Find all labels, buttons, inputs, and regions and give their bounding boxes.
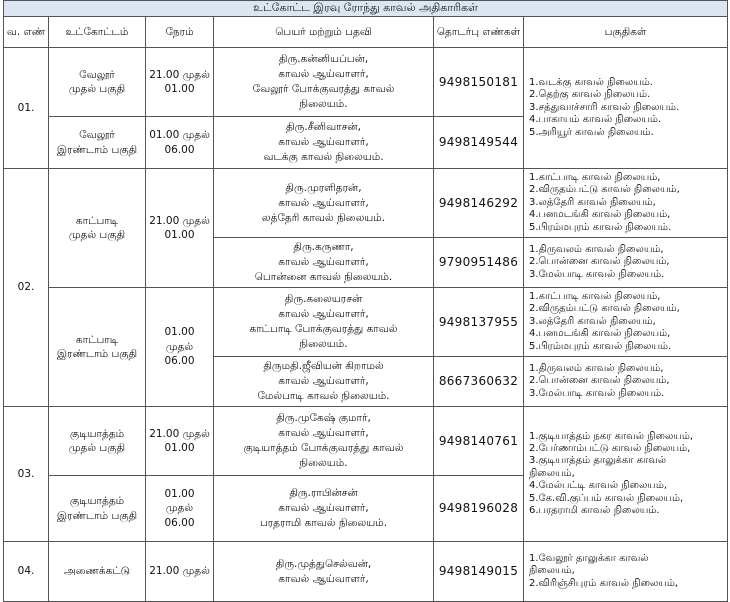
time-cell: 21.00 முதல் [146, 542, 214, 602]
time-cell: 21.00 முதல் 01.00 [146, 48, 214, 117]
time-cell: 01.00 முதல் 06.00 [146, 288, 214, 407]
time-cell: 21.00 முதல் 01.00 [146, 407, 214, 476]
areas-cell: 1.வடக்கு காவல் நிலையம். 2.தெற்கு காவல் நிலையம். 3.சத்துவாச்சாரி காவல் நிலையம். 4.பாகாயம் காவல் நிலையம். 5.அரியூர் காவல் நிலையம். [524, 48, 728, 169]
officer-cell: திரு.கலையரசன் காவல் ஆய்வாளர், காட்பாடி போக்குவரத்து காவல் நிலையம். [214, 288, 434, 357]
table-row [4, 169, 728, 238]
officer-cell: திருமதி.ஜீவியன் கிறாமல் காவல் ஆய்வாளர், மேல்பாடி காவல் நிலையம். [214, 357, 434, 407]
table-row [4, 407, 728, 476]
header-phone: தொடர்பு எண்கள் [434, 17, 524, 48]
officer-cell: திரு.முகேஷ் குமார், காவல் ஆய்வாளர், குடியாத்தம் போக்குவரத்து காவல் நிலையம். [214, 407, 434, 476]
phone-number: 9498140761 [434, 407, 524, 476]
phone-number: 9498196028 [434, 476, 524, 542]
patrol-officers-table [3, 0, 728, 602]
table-row [4, 542, 728, 602]
officer-cell: திரு.கன்னியப்பன், காவல் ஆய்வாளர், வேலூர் போக்குவரத்து காவல் நிலையம். [214, 48, 434, 117]
header-areas: பகுதிகள் [524, 17, 728, 48]
areas-cell: 1.திருவலம் காவல் நிலையம், 2.பொன்னை காவல் நிலையம், 3.மேல்பாடி காவல் நிலையம். [524, 357, 728, 407]
subdivision-cell: குடியாத்தம் முதல் பகுதி [49, 407, 146, 476]
phone-number: 8667360632 [434, 357, 524, 407]
serial-number: 02. [4, 169, 49, 407]
officer-cell: திரு.கருணா, காவல் ஆய்வாளர், பொன்னை காவல் நிலையம். [214, 238, 434, 288]
officer-cell: திரு.முரளிதரன், காவல் ஆய்வாளர், லத்தேரி காவல் நிலையம். [214, 169, 434, 238]
serial-number: 04. [4, 542, 49, 602]
time-cell: 01.00 முதல் 06.00 [146, 476, 214, 542]
header-time: நேரம் [146, 17, 214, 48]
areas-cell: 1.திருவலம் காவல் நிலையம், 2.பொன்னை காவல் நிலையம், 3.மேல்பாடி காவல் நிலையம். [524, 238, 728, 288]
table-title: உட்கோட்ட இரவு ரோந்து காவல் அதிகாரிகள் [4, 1, 728, 17]
subdivision-cell: காட்பாடி இரண்டாம் பகுதி [49, 288, 146, 407]
subdivision-cell: அணைக்கட்டு [49, 542, 146, 602]
subdivision-cell: காட்பாடி முதல் பகுதி [49, 169, 146, 288]
areas-cell: 1.குடியாத்தம் நகர காவல் நிலையம், 2.பேர்ணாம்பட்டு காவல் நிலையம், 3.குடியாத்தம் தாலுக்கா காவல் நிலையம், 4.மேல்பட்டி காவல் நிலையம், 5.கே.வி.குப்பம் காவல் நிலையம், 6.பரதராமி காவல் நிலையம். [524, 407, 728, 542]
serial-number: 01. [4, 48, 49, 169]
table-row [4, 48, 728, 117]
areas-cell: 1.காட்பாடி காவல் நிலையம், 2.விருதம்பட்டு காவல் நிலையம், 3.லத்தேரி காவல் நிலையம், 4.பனமடங்கி காவல் நிலையம், 5.பிரம்மபுரம் காவல் நிலையம். [524, 288, 728, 357]
phone-number: 9498149544 [434, 117, 524, 169]
officer-cell: திரு.முத்துசெல்வன், காவல் ஆய்வாளர், [214, 542, 434, 602]
officer-cell: திரு.ராபின்சன் காவல் ஆய்வாளர், பரதராமி காவல் நிலையம். [214, 476, 434, 542]
phone-number: 9498146292 [434, 169, 524, 238]
phone-number: 9498137955 [434, 288, 524, 357]
header-sno: வ. எண் [4, 17, 49, 48]
subdivision-cell: வேலூர் இரண்டாம் பகுதி [49, 117, 146, 169]
areas-cell: 1.காட்பாடி காவல் நிலையம், 2.விருதம்பட்டு காவல் நிலையம், 3.லத்தேரி காவல் நிலையம், 4.பனமடங்கி காவல் நிலையம், 5.பிரம்மபுரம் காவல் நிலையம். [524, 169, 728, 238]
officer-cell: திரு.சீனிவாசன், காவல் ஆய்வாளர், வடக்கு காவல் நிலையம். [214, 117, 434, 169]
subdivision-cell: வேலூர் முதல் பகுதி [49, 48, 146, 117]
phone-number: 9498150181 [434, 48, 524, 117]
serial-number: 03. [4, 407, 49, 542]
header-name: பெயர் மற்றும் பதவி [214, 17, 434, 48]
areas-cell: 1.வேலூர் தாலுக்கா காவல் நிலையம், 2.விரிஞ்சிபுரம் காவல் நிலையம், [524, 542, 728, 602]
header-subdivision: உட்கோட்டம் [49, 17, 146, 48]
phone-number: 9498149015 [434, 542, 524, 602]
table-row [4, 288, 728, 357]
phone-number: 9790951486 [434, 238, 524, 288]
subdivision-cell: குடியாத்தம் இரண்டாம் பகுதி [49, 476, 146, 542]
time-cell: 21.00 முதல் 01.00 [146, 169, 214, 288]
time-cell: 01.00 முதல் 06.00 [146, 117, 214, 169]
